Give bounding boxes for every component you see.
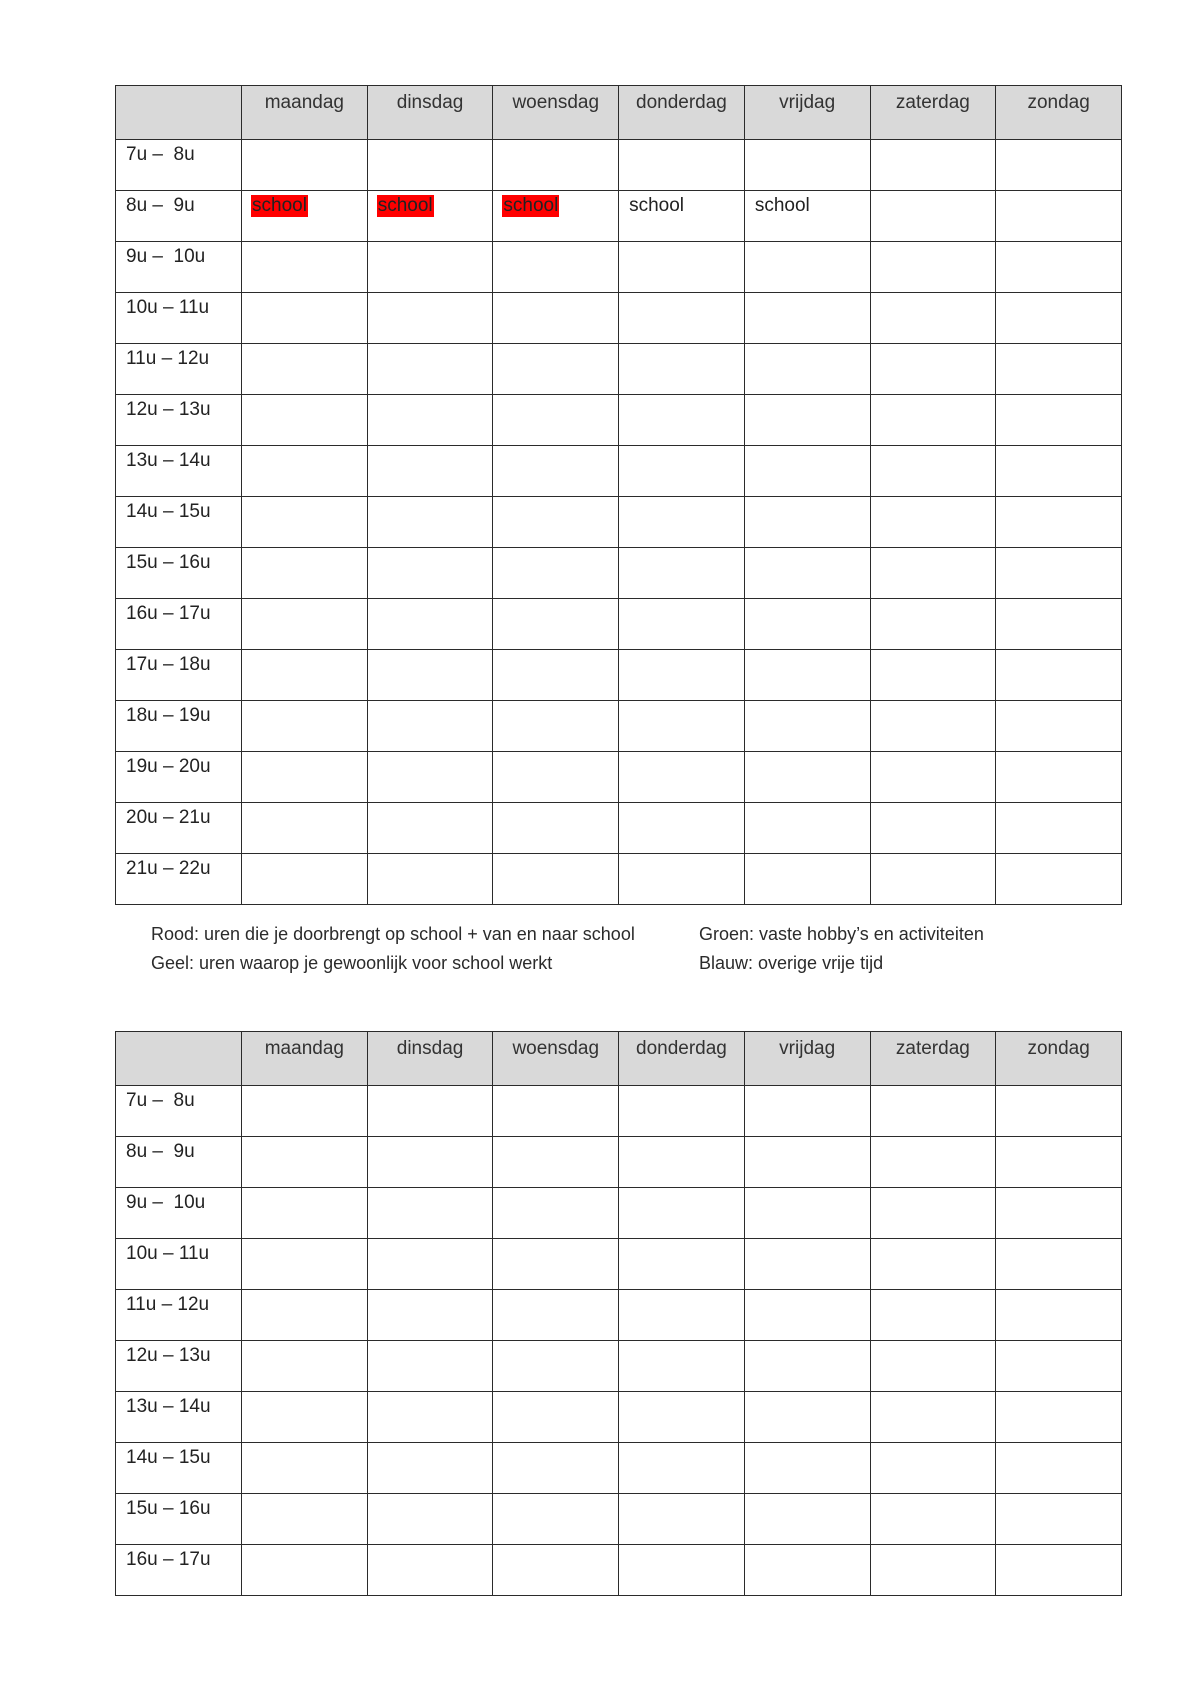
table-row [116,1239,1122,1290]
table-row [116,650,1122,701]
schedule-cell-zondag[interactable] [996,854,1122,905]
header-day: vrijdag [744,1032,870,1086]
schedule-cell-zondag[interactable] [996,344,1122,395]
table-row [116,293,1122,344]
schedule-cell-zondag[interactable] [996,1392,1122,1443]
schedule-cell-dinsdag[interactable] [367,803,493,854]
schedule-cell-maandag[interactable] [242,854,368,905]
schedule-cell-maandag[interactable] [242,191,368,242]
schedule-cell-zaterdag[interactable] [870,548,996,599]
schedule-cell-donderdag[interactable] [619,242,745,293]
activity-label: school [629,195,685,216]
time-slot-label: 12u – 13u [116,1341,242,1392]
table-row [116,242,1122,293]
schedule-cell-maandag[interactable] [242,497,368,548]
schedule-cell-zondag[interactable] [996,1341,1122,1392]
schedule-cell-zaterdag[interactable] [870,1086,996,1137]
schedule-cell-vrijdag[interactable] [744,191,870,242]
legend-geel: Geel: uren waarop je gewoonlijk voor school werkt [151,953,553,973]
schedule-cell-zaterdag[interactable] [870,1137,996,1188]
schedule-cell-zaterdag[interactable] [870,1239,996,1290]
schedule-cell-vrijdag[interactable] [744,446,870,497]
table-row [116,344,1122,395]
schedule-cell-maandag[interactable] [242,752,368,803]
schedule-cell-maandag[interactable] [242,1290,368,1341]
schedule-cell-maandag[interactable] [242,1392,368,1443]
table-row [116,1341,1122,1392]
schedule-cell-vrijdag[interactable] [744,242,870,293]
time-slot-label: 15u – 16u [116,1494,242,1545]
header-day: donderdag [619,86,745,140]
schedule-cell-zaterdag[interactable] [870,1188,996,1239]
schedule-cell-vrijdag[interactable] [744,1188,870,1239]
schedule-cell-donderdag[interactable] [619,344,745,395]
schedule-cell-zaterdag[interactable] [870,293,996,344]
schedule-cell-donderdag[interactable] [619,191,745,242]
schedule-cell-zondag[interactable] [996,1137,1122,1188]
schedule-cell-vrijdag[interactable] [744,293,870,344]
schedule-cell-zondag[interactable] [996,140,1122,191]
schedule-cell-dinsdag[interactable] [367,1494,493,1545]
schedule-cell-maandag[interactable] [242,650,368,701]
table-header-row [116,1032,1122,1086]
time-slot-label: 20u – 21u [116,803,242,854]
schedule-cell-woensdag[interactable] [493,344,619,395]
schedule-cell-dinsdag[interactable] [367,1290,493,1341]
schedule-cell-woensdag[interactable] [493,1392,619,1443]
header-day: donderdag [619,1032,745,1086]
activity-label: school [252,195,307,216]
schedule-cell-woensdag[interactable] [493,1239,619,1290]
schedule-cell-dinsdag[interactable] [367,1392,493,1443]
schedule-cell-woensdag[interactable] [493,803,619,854]
schedule-cell-maandag[interactable] [242,395,368,446]
schedule-cell-zaterdag[interactable] [870,497,996,548]
schedule-cell-vrijdag[interactable] [744,1086,870,1137]
table-row [116,1443,1122,1494]
time-slot-label: 8u – 9u [116,1137,242,1188]
schedule-cell-woensdag[interactable] [493,548,619,599]
schedule-cell-vrijdag[interactable] [744,1290,870,1341]
schedule-cell-woensdag[interactable] [493,1188,619,1239]
schedule-cell-zaterdag[interactable] [870,1341,996,1392]
schedule-cell-donderdag[interactable] [619,1239,745,1290]
header-day: maandag [242,1032,368,1086]
schedule-cell-dinsdag[interactable] [367,854,493,905]
schedule-cell-maandag[interactable] [242,1494,368,1545]
schedule-cell-donderdag[interactable] [619,446,745,497]
time-slot-label: 11u – 12u [116,1290,242,1341]
schedule-cell-maandag[interactable] [242,344,368,395]
schedule-cell-maandag[interactable] [242,803,368,854]
time-slot-label: 13u – 14u [116,446,242,497]
time-slot-label: 7u – 8u [116,140,242,191]
time-slot-label: 17u – 18u [116,650,242,701]
header-day: zaterdag [870,1032,996,1086]
schedule-cell-donderdag[interactable] [619,803,745,854]
schedule-cell-vrijdag[interactable] [744,1443,870,1494]
legend-rood: Rood: uren die je doorbrengt op school + van en naar school [151,924,635,944]
time-slot-label: 10u – 11u [116,1239,242,1290]
table-row [116,140,1122,191]
schedule-cell-zaterdag[interactable] [870,242,996,293]
time-slot-label: 16u – 17u [116,599,242,650]
schedule-cell-vrijdag[interactable] [744,752,870,803]
schedule-cell-dinsdag[interactable] [367,344,493,395]
schedule-cell-vrijdag[interactable] [744,599,870,650]
schedule-cell-donderdag[interactable] [619,1494,745,1545]
table-row [116,548,1122,599]
schedule-table-1 [115,85,1122,905]
schedule-cell-maandag[interactable] [242,1239,368,1290]
activity-label: school [377,195,433,216]
time-slot-label: 21u – 22u [116,854,242,905]
header-day: vrijdag [744,86,870,140]
schedule-cell-woensdag[interactable] [493,446,619,497]
schedule-cell-donderdag[interactable] [619,1188,745,1239]
schedule-cell-vrijdag[interactable] [744,140,870,191]
schedule-cell-vrijdag[interactable] [744,344,870,395]
schedule-cell-zondag[interactable] [996,803,1122,854]
schedule-cell-dinsdag[interactable] [367,446,493,497]
schedule-cell-zaterdag[interactable] [870,1443,996,1494]
schedule-cell-vrijdag[interactable] [744,1392,870,1443]
schedule-cell-woensdag[interactable] [493,140,619,191]
schedule-cell-maandag[interactable] [242,548,368,599]
schedule-cell-donderdag[interactable] [619,1290,745,1341]
schedule-cell-zondag[interactable] [996,293,1122,344]
time-slot-label: 16u – 17u [116,1545,242,1596]
schedule-cell-donderdag[interactable] [619,752,745,803]
time-slot-label: 18u – 19u [116,701,242,752]
schedule-cell-donderdag[interactable] [619,701,745,752]
header-day: dinsdag [367,86,493,140]
schedule-cell-woensdag[interactable] [493,1137,619,1188]
time-slot-label: 14u – 15u [116,497,242,548]
header-day: zondag [996,1032,1122,1086]
schedule-cell-zondag[interactable] [996,395,1122,446]
legend-groen: Groen: vaste hobby’s en activiteiten [699,924,984,944]
schedule-cell-zaterdag[interactable] [870,191,996,242]
schedule-cell-woensdag[interactable] [493,701,619,752]
header-day: woensdag [493,86,619,140]
schedule-cell-dinsdag[interactable] [367,650,493,701]
header-corner-cell [116,1032,242,1086]
schedule-cell-maandag[interactable] [242,1443,368,1494]
time-slot-label: 11u – 12u [116,344,242,395]
schedule-cell-dinsdag[interactable] [367,191,493,242]
schedule-cell-dinsdag[interactable] [367,701,493,752]
time-slot-label: 8u – 9u [116,191,242,242]
legend-right [699,920,984,978]
schedule-cell-donderdag[interactable] [619,1443,745,1494]
table-row [116,497,1122,548]
header-day: dinsdag [367,1032,493,1086]
schedule-cell-zondag[interactable] [996,1188,1122,1239]
table-row [116,191,1122,242]
schedule-cell-maandag[interactable] [242,1188,368,1239]
schedule-cell-dinsdag[interactable] [367,395,493,446]
header-day: zaterdag [870,86,996,140]
table-row [116,395,1122,446]
table-row [116,701,1122,752]
schedule-cell-zondag[interactable] [996,446,1122,497]
schedule-cell-dinsdag[interactable] [367,242,493,293]
table-row [116,752,1122,803]
activity-label: school [503,195,559,216]
schedule-cell-zaterdag[interactable] [870,1545,996,1596]
schedule-cell-maandag[interactable] [242,701,368,752]
schedule-table-2 [115,1031,1122,1596]
schedule-cell-maandag[interactable] [242,446,368,497]
schedule-cell-maandag[interactable] [242,293,368,344]
schedule-cell-zondag[interactable] [996,1239,1122,1290]
schedule-cell-vrijdag[interactable] [744,1545,870,1596]
schedule-cell-dinsdag[interactable] [367,599,493,650]
legend-blauw: Blauw: overige vrije tijd [699,953,884,973]
schedule-cell-dinsdag[interactable] [367,1545,493,1596]
schedule-cell-dinsdag[interactable] [367,293,493,344]
schedule-cell-zaterdag[interactable] [870,599,996,650]
schedule-cell-woensdag[interactable] [493,191,619,242]
table-row [116,1188,1122,1239]
schedule-cell-maandag[interactable] [242,1341,368,1392]
time-slot-label: 14u – 15u [116,1443,242,1494]
schedule-cell-zondag[interactable] [996,599,1122,650]
schedule-cell-zaterdag[interactable] [870,701,996,752]
schedule-cell-donderdag[interactable] [619,1392,745,1443]
schedule-cell-zondag[interactable] [996,701,1122,752]
time-slot-label: 10u – 11u [116,293,242,344]
schedule-cell-dinsdag[interactable] [367,752,493,803]
schedule-cell-zondag[interactable] [996,1545,1122,1596]
schedule-cell-zondag[interactable] [996,1494,1122,1545]
schedule-cell-woensdag[interactable] [493,1443,619,1494]
table-row [116,854,1122,905]
schedule-cell-maandag[interactable] [242,1545,368,1596]
schedule-cell-woensdag[interactable] [493,1545,619,1596]
table-row [116,1494,1122,1545]
schedule-cell-woensdag[interactable] [493,293,619,344]
schedule-cell-donderdag[interactable] [619,1086,745,1137]
schedule-cell-dinsdag[interactable] [367,140,493,191]
table-row [116,1086,1122,1137]
time-slot-label: 7u – 8u [116,1086,242,1137]
schedule-cell-donderdag[interactable] [619,395,745,446]
schedule-cell-vrijdag[interactable] [744,1494,870,1545]
schedule-cell-vrijdag[interactable] [744,854,870,905]
schedule-cell-woensdag[interactable] [493,854,619,905]
time-slot-label: 13u – 14u [116,1392,242,1443]
schedule-cell-zaterdag[interactable] [870,854,996,905]
schedule-cell-dinsdag[interactable] [367,1239,493,1290]
schedule-cell-woensdag[interactable] [493,395,619,446]
schedule-cell-dinsdag[interactable] [367,548,493,599]
schedule-cell-woensdag[interactable] [493,242,619,293]
header-day: maandag [242,86,368,140]
schedule-cell-zaterdag[interactable] [870,1494,996,1545]
time-slot-label: 12u – 13u [116,395,242,446]
schedule-cell-zaterdag[interactable] [870,344,996,395]
schedule-cell-donderdag[interactable] [619,548,745,599]
schedule-cell-vrijdag[interactable] [744,701,870,752]
schedule-cell-woensdag[interactable] [493,650,619,701]
schedule-cell-donderdag[interactable] [619,854,745,905]
schedule-cell-dinsdag[interactable] [367,1188,493,1239]
schedule-cell-woensdag[interactable] [493,1341,619,1392]
schedule-cell-zaterdag[interactable] [870,446,996,497]
schedule-cell-zondag[interactable] [996,650,1122,701]
schedule-cell-dinsdag[interactable] [367,1137,493,1188]
schedule-cell-vrijdag[interactable] [744,1341,870,1392]
schedule-cell-zaterdag[interactable] [870,650,996,701]
header-day: woensdag [493,1032,619,1086]
schedule-cell-zondag[interactable] [996,752,1122,803]
schedule-cell-zondag[interactable] [996,497,1122,548]
schedule-cell-dinsdag[interactable] [367,1086,493,1137]
time-slot-label: 9u – 10u [116,242,242,293]
schedule-cell-maandag[interactable] [242,1086,368,1137]
schedule-cell-donderdag[interactable] [619,650,745,701]
schedule-cell-zaterdag[interactable] [870,140,996,191]
schedule-cell-donderdag[interactable] [619,140,745,191]
schedule-cell-maandag[interactable] [242,1137,368,1188]
schedule-cell-woensdag[interactable] [493,1494,619,1545]
header-corner-cell [116,86,242,140]
schedule-cell-donderdag[interactable] [619,1341,745,1392]
schedule-cell-dinsdag[interactable] [367,1341,493,1392]
schedule-cell-donderdag[interactable] [619,1545,745,1596]
schedule-cell-zondag[interactable] [996,1290,1122,1341]
time-slot-label: 19u – 20u [116,752,242,803]
table-row [116,1392,1122,1443]
schedule-cell-zondag[interactable] [996,191,1122,242]
table-header-row [116,86,1122,140]
schedule-cell-donderdag[interactable] [619,1137,745,1188]
schedule-cell-vrijdag[interactable] [744,803,870,854]
header-day: zondag [996,86,1122,140]
time-slot-label: 15u – 16u [116,548,242,599]
schedule-cell-vrijdag[interactable] [744,1137,870,1188]
schedule-cell-zaterdag[interactable] [870,1392,996,1443]
schedule-cell-woensdag[interactable] [493,752,619,803]
schedule-cell-zondag[interactable] [996,1086,1122,1137]
schedule-cell-zondag[interactable] [996,1443,1122,1494]
table-row [116,1290,1122,1341]
legend-left [151,920,635,978]
table-row [116,599,1122,650]
schedule-cell-zondag[interactable] [996,242,1122,293]
schedule-cell-vrijdag[interactable] [744,650,870,701]
schedule-cell-dinsdag[interactable] [367,1443,493,1494]
schedule-cell-woensdag[interactable] [493,497,619,548]
schedule-cell-maandag[interactable] [242,140,368,191]
activity-label: school [754,195,810,216]
schedule-cell-maandag[interactable] [242,242,368,293]
table-row [116,1137,1122,1188]
schedule-cell-zaterdag[interactable] [870,1290,996,1341]
schedule-cell-woensdag[interactable] [493,1086,619,1137]
table-row [116,446,1122,497]
table-row [116,803,1122,854]
schedule-cell-zaterdag[interactable] [870,803,996,854]
schedule-cell-woensdag[interactable] [493,599,619,650]
schedule-cell-vrijdag[interactable] [744,548,870,599]
schedule-cell-zondag[interactable] [996,548,1122,599]
schedule-cell-dinsdag[interactable] [367,497,493,548]
schedule-cell-donderdag[interactable] [619,497,745,548]
schedule-cell-vrijdag[interactable] [744,395,870,446]
schedule-cell-vrijdag[interactable] [744,497,870,548]
schedule-cell-zaterdag[interactable] [870,752,996,803]
schedule-cell-donderdag[interactable] [619,599,745,650]
schedule-cell-maandag[interactable] [242,599,368,650]
schedule-cell-vrijdag[interactable] [744,1239,870,1290]
table-row [116,1545,1122,1596]
schedule-cell-woensdag[interactable] [493,1290,619,1341]
schedule-cell-donderdag[interactable] [619,293,745,344]
time-slot-label: 9u – 10u [116,1188,242,1239]
schedule-cell-zaterdag[interactable] [870,395,996,446]
